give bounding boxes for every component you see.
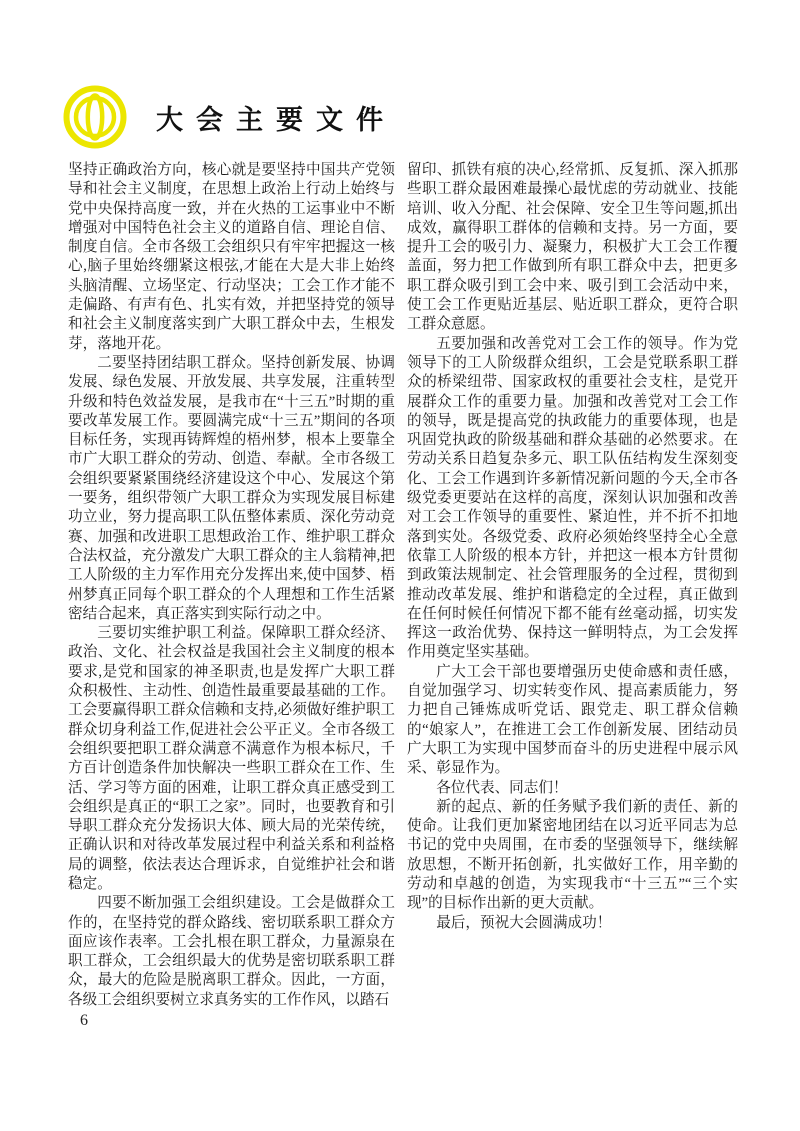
paragraph: 新的起点、新的任务赋予我们新的责任、新的使命。让我们更加紧密地团结在以习近平同志为总书记的党中央周围，在市委的坚强领导下，继续解放思想，不断开拓创新，扎实做好工作，用辛勤的劳动和卓越的创造，为实现我市“十三五”“三个实现”的目标作出新的更大贡献。	[407, 798, 738, 912]
paragraph: 三要切实维护职工利益。保障职工群众经济、政治、文化、社会权益是我国社会主义制度的根本要求,是党和国家的神圣职责,也是发挥广大职工群众积极性、主动性、创造性最重要最基础的工作。工会要赢得职工群众信赖和支持,必须做好维护职工群众切身利益工作,促进社会公平正义。全市各级工会组织要把职工群众满意不满意作为根本标尺，千方百计创造条件加快解决一些职工群众在工作、生活、学习等方面的困难，让职工群众真正感受到工会组织是真正的“职工之家”。同时，也要教育和引导职工群众充分发扬识大体、顾大局的光荣传统，正确认识和对待改革发展过程中利益关系和利益格局的调整，依法表达合理诉求，自觉维护社会和谐稳定。	[68, 625, 395, 892]
page-header	[62, 84, 396, 150]
paragraph: 最后，预祝大会圆满成功！	[436, 914, 612, 931]
paragraph: 五要加强和改善党对工会工作的领导。作为党领导下的工人阶级群众组织，工会是党联系职工群众的桥梁纽带、国家政权的重要社会支柱，是党开展群众工作的重要力量。加强和改善党对工会工作的领导，既是提高党的执政能力的重要体现，也是巩固党执政的阶级基础和群众基础的必然要求。在劳动关系日趋复杂多元、职工队伍结构发生深刻变化、工会工作遇到许多新情况新问题的今天,全市各级党委更要站在这样的高度，深刻认识加强和改善对工会工作领导的重要性、紧迫性，并不折不扣地落到实处。各级党委、政府必须始终坚持全心全意依靠工人阶级的根本方针，并把这一根本方针贯彻到政策法规制定、社会管理服务的全过程，贯彻到推动改革发展、维护和谐稳定的全过程，真正做到在任何时候任何情况下都不能有丝毫动摇，切实发挥这一政治优势、保持这一鲜明特点，为工会发挥作用奠定坚实基础。	[407, 335, 738, 661]
paragraph: 广大工会干部也要增强历史使命感和责任感，自觉加强学习、切实转变作风、提高素质能力，努力把自己锤炼成听党话、跟党走、职工群众信赖的“娘家人”，在推进工会工作创新发展、团结动员广大职工为实现中国梦而奋斗的历史进程中展示风采、彰显作为。	[407, 663, 738, 777]
text-column-right	[407, 161, 738, 933]
page-title: 大会主要文件	[156, 104, 396, 135]
trade-union-emblem-icon	[62, 84, 128, 150]
paragraph: 四要不断加强工会组织建设。工会是做群众工作的，在坚持党的群众路线、密切联系职工群众方面应该作表率。工会扎根在职工群众，力量源泉在职工群众，工会组织最大的优势是密切联系职工群众，最大的危险是脱离职工群众。因此，一方面，各级工会组织要树立求真务实的工作作风，以踏石	[68, 895, 395, 1008]
paragraph: 留印、抓铁有痕的决心,经常抓、反复抓、深入抓那些职工群众最困难最操心最忧虑的劳动就业、技能培训、收入分配、社会保障、安全卫生等问题,抓出成效，赢得职工群体的信赖和支持。另一方面，要提升工会的吸引力、凝聚力，积极扩大工会工作覆盖面，努力把工作做到所有职工群众中去，把更多职工群众吸引到工会中来、吸引到工会活动中来，使工会工作更贴近基层、贴近职工群众，更符合职工群众意愿。	[407, 162, 738, 333]
text-column-left	[68, 161, 395, 1010]
paragraph: 二要坚持团结职工群众。坚持创新发展、协调发展、绿色发展、开放发展、共享发展，注重转型升级和特色效益发展，是我市在“十三五”时期的重要改革发展工作。要圆满完成“十三五”期间的各项目标任务，实现再铸辉煌的梧州梦，根本上要靠全市广大职工群众的劳动、创造、奉献。全市各级工会组织要紧紧围绕经济建设这个中心、发展这个第一要务，组织带领广大职工群众为实现发展目标建功立业，努力提高职工队伍整体素质、深化劳动竞赛、加强和改进职工思想政治工作、维护职工群众合法权益，充分激发广大职工群众的主人翁精神,把工人阶级的主力军作用充分发挥出来,使中国梦、梧州梦真正同每个职工群众的个人理想和工作生活紧密结合起来，真正落实到实际行动之中。	[68, 354, 395, 622]
paragraph: 坚持正确政治方向，核心就是要坚持中国共产党领导和社会主义制度，在思想上政治上行动上始终与党中央保持高度一致，并在火热的工运事业中不断增强对中国特色社会主义的道路自信、理论自信、制度自信。全市各级工会组织只有牢牢把握这一核心,脑子里始终绷紧这根弦,才能在大是大非上始终头脑清醒、立场坚定、行动坚决；工会工作才能不走偏路、有声有色、扎实有效，并把坚持党的领导和社会主义制度落实到广大职工群众中去，生根发芽，落地开花。	[68, 162, 395, 352]
page-number: 6	[80, 1012, 88, 1029]
paragraph: 各位代表、同志们！	[436, 779, 568, 796]
